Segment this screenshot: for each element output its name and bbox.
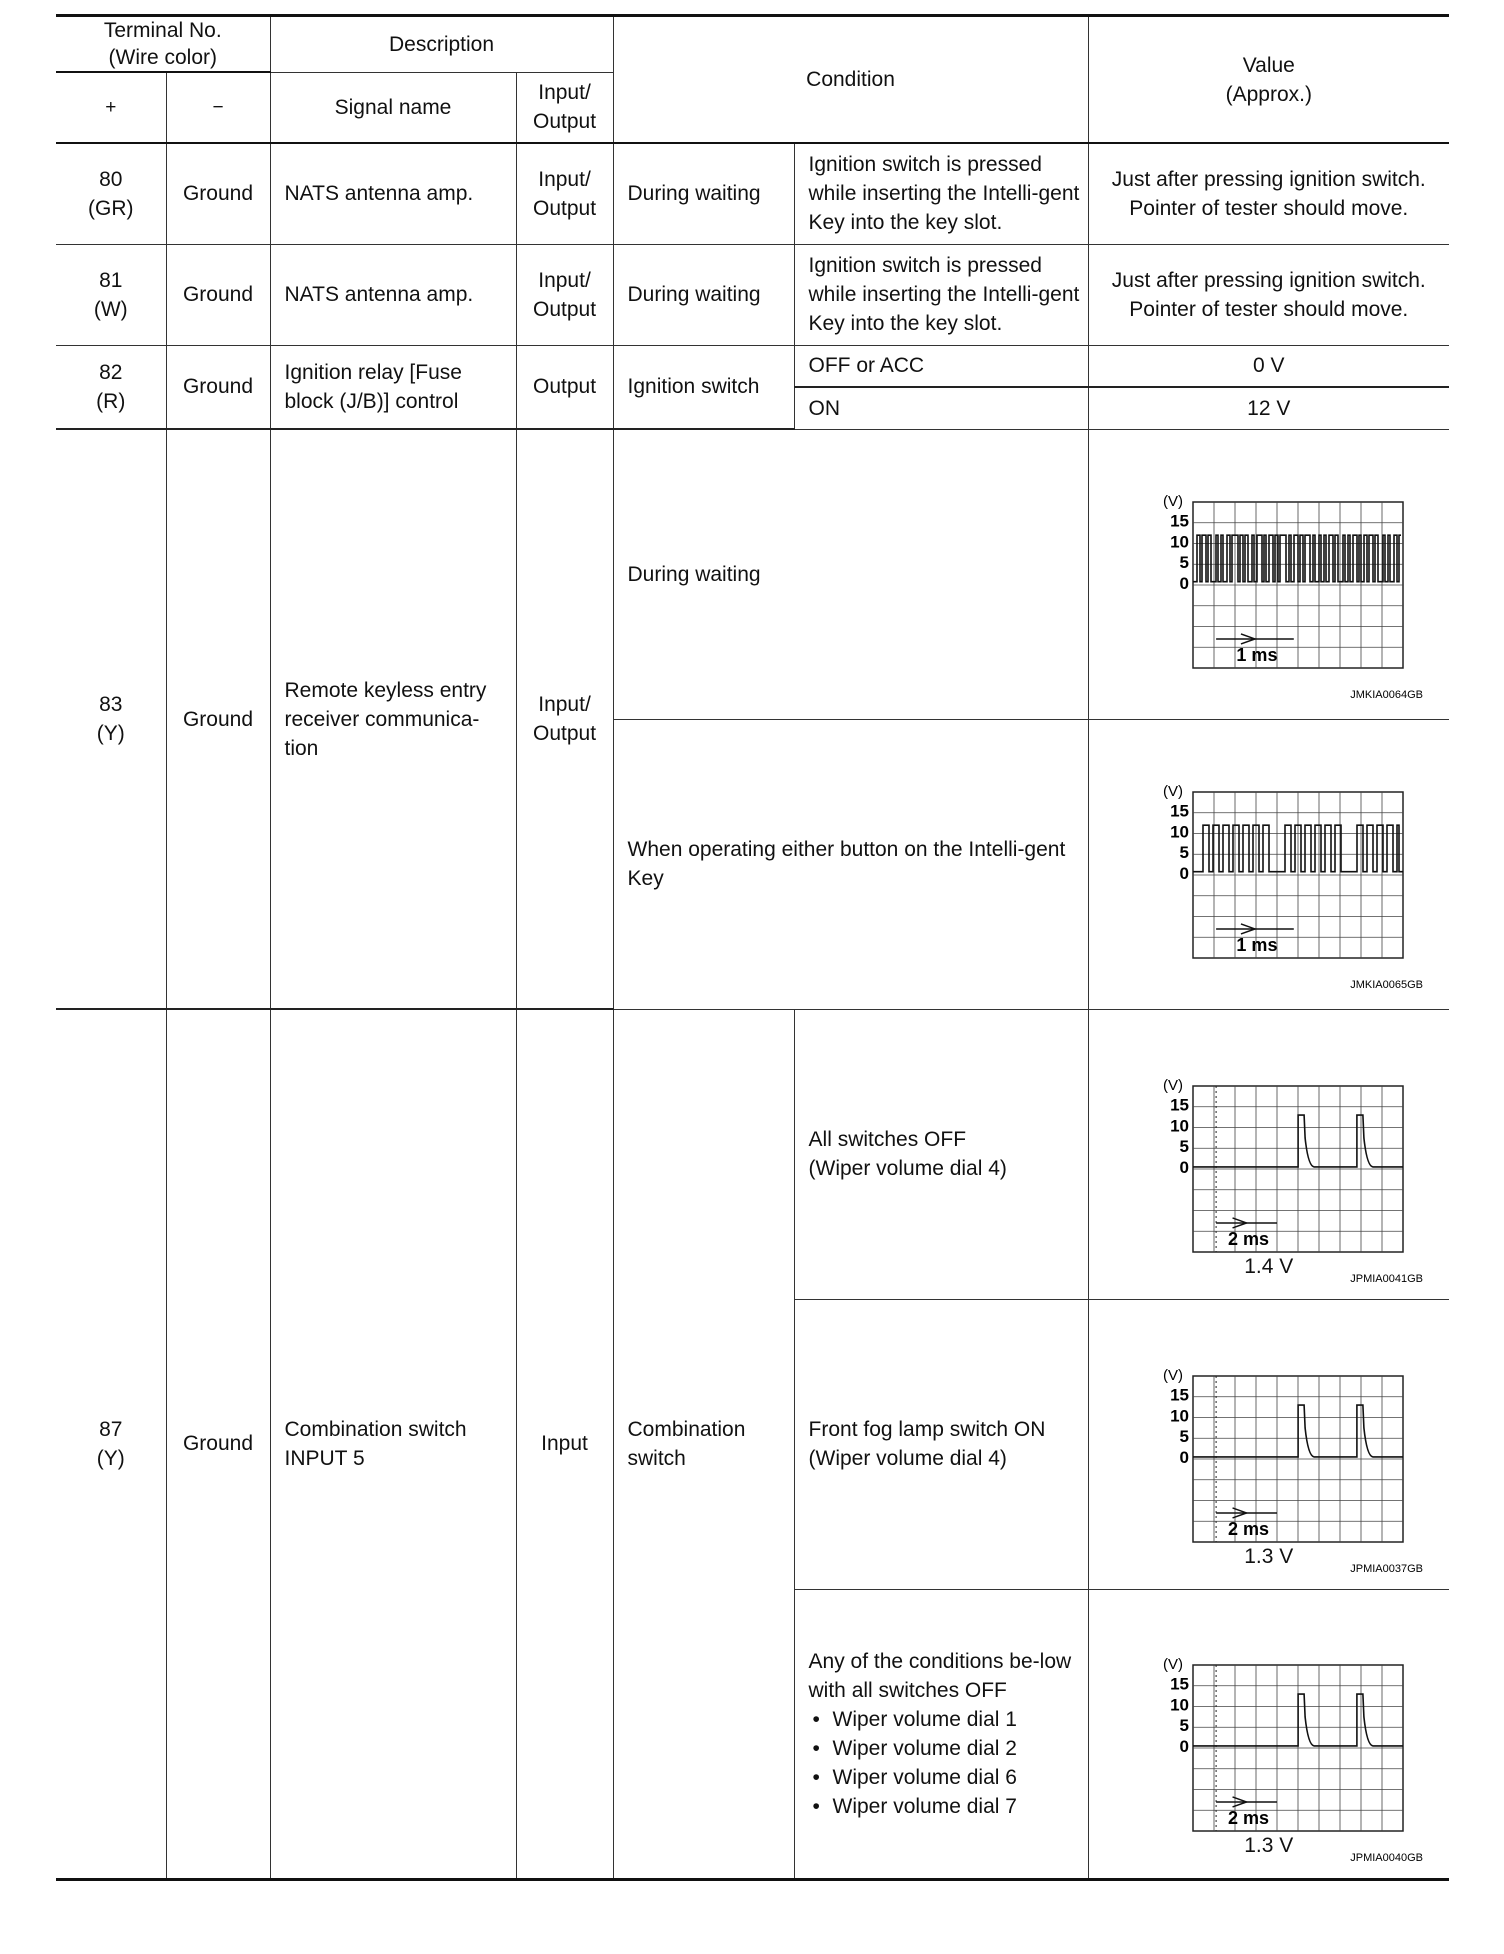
terminal-cell: 82 (R) xyxy=(56,345,166,429)
condition-detail-cell xyxy=(794,1589,1088,1879)
waveform-pulse-train xyxy=(1109,734,1429,994)
list-item: • Wiper volume dial 6 xyxy=(809,1763,1082,1792)
list-item: • Wiper volume dial 1 xyxy=(809,1705,1082,1734)
y-tick-label: 10 xyxy=(1169,1115,1189,1135)
signal-name-cell: Remote keyless entry receiver communica-tion xyxy=(270,429,516,1009)
y-tick-label: 5 xyxy=(1179,1716,1189,1736)
signal-name-cell: Ignition relay [Fuse block (J/B)] control xyxy=(270,345,516,429)
y-tick-label: 0 xyxy=(1179,1736,1189,1756)
condition-cell: During waiting xyxy=(613,429,1088,719)
header-input-output: Input/ Output xyxy=(516,72,613,143)
io-cell: Output xyxy=(516,345,613,429)
waveform-cell xyxy=(1088,719,1449,1009)
waveform-grid xyxy=(1193,502,1403,668)
header-plus: + xyxy=(56,72,166,143)
y-tick-label: 15 xyxy=(1169,801,1189,821)
axis-unit-label: (V) xyxy=(1162,1076,1183,1094)
value-text: 1.3 V xyxy=(1244,1544,1294,1568)
condition-cell: Combination switch xyxy=(613,1009,794,1879)
waveform-grid xyxy=(1193,1665,1403,1831)
figure-code-label: JPMIA0040GB xyxy=(1350,1852,1423,1864)
header-value: Value (Approx.) xyxy=(1088,16,1449,144)
time-scale-label: 2 ms xyxy=(1227,1518,1269,1539)
y-tick-label: 15 xyxy=(1169,1095,1189,1115)
header-terminal-no: Terminal No. (Wire color) xyxy=(56,16,270,73)
y-tick-label: 5 xyxy=(1179,553,1189,573)
condition-detail-cell: OFF or ACC xyxy=(794,345,1088,387)
io-cell: Input/ Output xyxy=(516,429,613,1009)
waveform-cell xyxy=(1088,1299,1449,1589)
terminal-cell: 81 (W) xyxy=(56,244,166,345)
list-item: • Wiper volume dial 2 xyxy=(809,1734,1082,1763)
condition-cell: During waiting xyxy=(613,244,794,345)
axis-unit-label: (V) xyxy=(1162,493,1183,510)
table-row xyxy=(56,244,1449,345)
condition-cell: During waiting xyxy=(613,143,794,244)
condition-detail-cell: ON xyxy=(794,387,1088,429)
condition-detail-cell: Ignition switch is pressed while inserting the Intelli-gent Key into the key slot. xyxy=(794,143,1088,244)
condition-cell: When operating either button on the Intelli-gent Key xyxy=(613,719,1088,1009)
y-tick-label: 15 xyxy=(1169,1674,1189,1694)
condition-detail-cell: Front fog lamp switch ON (Wiper volume dial 4) xyxy=(794,1299,1088,1589)
waveform-dense xyxy=(1109,444,1429,704)
figure-code-label: JMKIA0065GB xyxy=(1350,979,1423,991)
time-scale-label: 2 ms xyxy=(1227,1807,1269,1828)
y-tick-label: 0 xyxy=(1179,1447,1189,1467)
io-cell: Input xyxy=(516,1009,613,1879)
y-tick-label: 0 xyxy=(1179,573,1189,593)
value-cell: 12 V xyxy=(1088,387,1449,429)
header-condition: Condition xyxy=(613,16,1088,144)
waveform-grid xyxy=(1193,1086,1403,1252)
axis-unit-label: (V) xyxy=(1162,1656,1183,1673)
list-item: • Wiper volume dial 7 xyxy=(809,1792,1082,1821)
y-tick-label: 5 xyxy=(1179,1136,1189,1156)
waveform-grid xyxy=(1193,1376,1403,1542)
axis-unit-label: (V) xyxy=(1162,783,1183,800)
time-scale-label: 1 ms xyxy=(1236,934,1278,955)
y-tick-label: 10 xyxy=(1169,822,1189,842)
ground-cell: Ground xyxy=(166,244,270,345)
condition-detail-cell: All switches OFF (Wiper volume dial 4) xyxy=(794,1009,1088,1299)
table-row xyxy=(56,1009,1449,1299)
header-description: Description xyxy=(270,16,613,73)
value-text: 1.4 V xyxy=(1244,1254,1294,1278)
table-row xyxy=(56,143,1449,244)
y-tick-label: 5 xyxy=(1179,1426,1189,1446)
table-row xyxy=(56,429,1449,719)
y-tick-label: 10 xyxy=(1169,1405,1189,1425)
condition-bullet-list xyxy=(809,1705,1082,1821)
terminal-cell: 83 (Y) xyxy=(56,429,166,1009)
header-minus: − xyxy=(166,72,270,143)
y-tick-label: 10 xyxy=(1169,1695,1189,1715)
ground-cell: Ground xyxy=(166,1009,270,1879)
terminal-cell: 87 (Y) xyxy=(56,1009,166,1879)
signal-trace xyxy=(1193,1694,1403,1746)
y-tick-label: 15 xyxy=(1169,1385,1189,1405)
signal-name-cell: NATS antenna amp. xyxy=(270,143,516,244)
axis-unit-label: (V) xyxy=(1162,1366,1183,1384)
waveform-grid xyxy=(1193,792,1403,958)
waveform-cell xyxy=(1088,429,1449,719)
terminal-spec-table xyxy=(56,14,1449,1881)
ground-cell: Ground xyxy=(166,345,270,429)
y-tick-label: 10 xyxy=(1169,532,1189,552)
signal-trace xyxy=(1193,535,1401,581)
signal-name-cell: Combination switch INPUT 5 xyxy=(270,1009,516,1879)
ground-cell: Ground xyxy=(166,143,270,244)
header-signal-name: Signal name xyxy=(270,72,516,143)
figure-code-label: JMKIA0064GB xyxy=(1350,689,1423,701)
signal-name-cell: NATS antenna amp. xyxy=(270,244,516,345)
value-cell: 0 V xyxy=(1088,345,1449,387)
condition-cell: Ignition switch xyxy=(613,345,794,429)
ground-cell: Ground xyxy=(166,429,270,1009)
time-scale-label: 1 ms xyxy=(1236,644,1278,665)
y-tick-label: 0 xyxy=(1179,863,1189,883)
table-row xyxy=(56,345,1449,387)
io-cell: Input/ Output xyxy=(516,244,613,345)
signal-trace xyxy=(1193,1115,1403,1167)
y-tick-label: 5 xyxy=(1179,843,1189,863)
y-tick-label: 15 xyxy=(1169,511,1189,531)
io-cell: Input/ Output xyxy=(516,143,613,244)
waveform-cell xyxy=(1088,1589,1449,1879)
value-text: 1.3 V xyxy=(1244,1834,1294,1857)
condition-detail-cell: Ignition switch is pressed while inserting the Intelli-gent Key into the key slot. xyxy=(794,244,1088,345)
value-cell: Just after pressing ignition switch. Pointer of tester should move. xyxy=(1088,143,1449,244)
y-tick-label: 0 xyxy=(1179,1157,1189,1177)
figure-code-label: JPMIA0041GB xyxy=(1350,1272,1423,1285)
terminal-cell: 80 (GR) xyxy=(56,143,166,244)
figure-code-label: JPMIA0037GB xyxy=(1350,1562,1423,1575)
signal-trace xyxy=(1193,1405,1403,1457)
value-cell: Just after pressing ignition switch. Pointer of tester should move. xyxy=(1088,244,1449,345)
condition-intro: Any of the conditions be-low with all switches OFF xyxy=(808,1649,1072,1702)
time-scale-label: 2 ms xyxy=(1227,1228,1269,1249)
waveform-cell xyxy=(1088,1009,1449,1299)
